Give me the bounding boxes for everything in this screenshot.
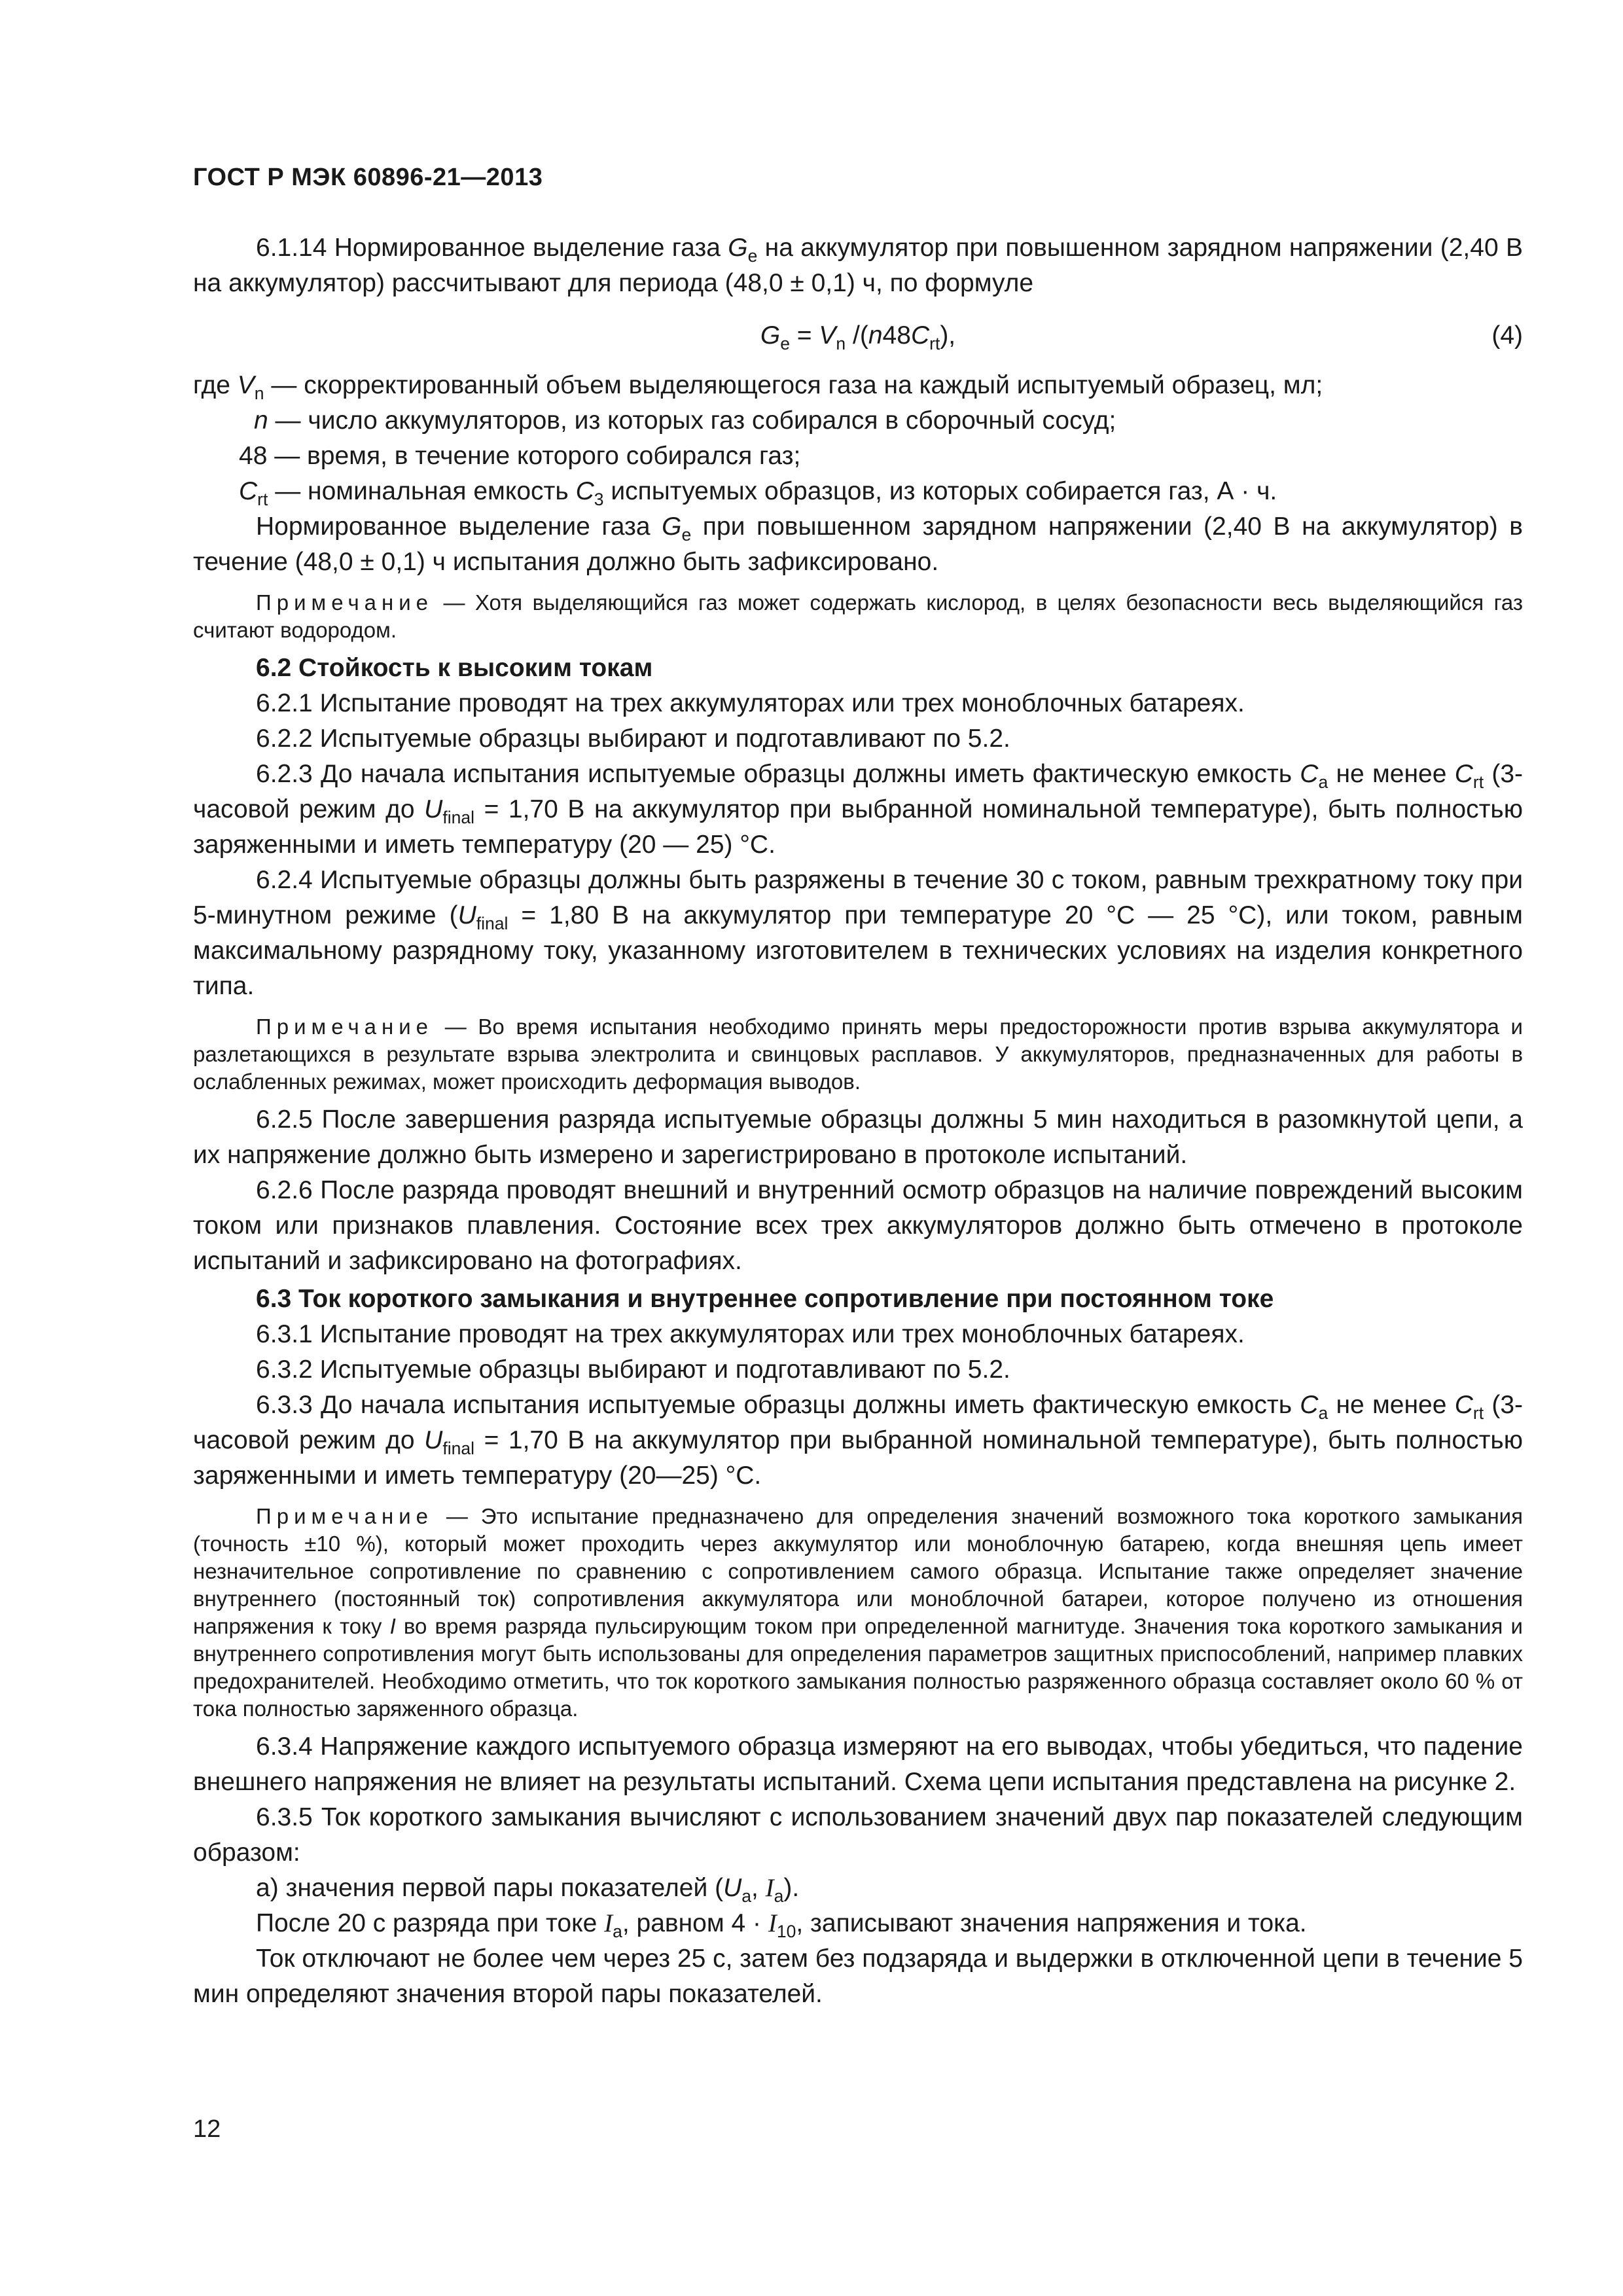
formula-expression: $G_e = V_n$ $/(n48C_{rt})$, [760,321,956,353]
paragraph-6-3-1: 6.3.1 Испытание проводят на трех аккумуляторах или трех моноблочных батареях. [256,1320,1245,1348]
paragraph-6-3-2: 6.3.2 Испытуемые образцы выбирают и подготавливают по 5.2. [256,1355,1010,1384]
paragraph-6-3-5: 6.3.5 Ток короткого замыкания вычисляют с использованием значений двух пар показателей следующим образом: [193,1803,1523,1867]
note-3: Примечание — Это испытание предназначено для определения значений возможного тока короткого замыкания (точность ±10 %), который может проходить через аккумулятор или моноблочную батарею, когда внешняя цепь имеет незначительное сопротивление по сравнению с сопротивлением самого образца. Испытание также определяет значение внутреннего (постоянный ток) сопротивления аккумулятора или моноблочной батареи, которое получено из отношения напряжения к току I во время разряда пульсирующим током при определенной магнитуде. Значения тока короткого замыкания и внутреннего сопротивления могут быть использованы для определения параметров защитных приспособлений, например плавких предохранителей. Необходимо отметить, что ток короткого замыкания полностью разряженного образца составляет около 60 % от тока полностью заряженного образца. [193,1504,1523,1721]
legend-item-n: n — число аккумуляторов, из которых газ собирался в сборочный сосуд; [254,406,1116,435]
paragraph-6-2-1: 6.2.1 Испытание проводят на трех аккумуляторах или трех моноблочных батареях. [256,689,1245,717]
paragraph-normalized-gas: Нормированное выделение газа $G_e$ при повышенном зарядном напряжении (2,40 В на аккумулятор) в течение (48,0 ± 0,1) ч испытания должно быть зафиксировано. [193,512,1523,576]
legend-item-48: 48 — время, в течение которого собирался газ; [239,442,801,470]
formula-4 [193,318,1523,357]
page-body [193,230,1523,2012]
note-2: Примечание — Во время испытания необходимо принять меры предосторожности против взрыва аккумулятора и разлетающихся в результате взрыва электролита и свинцовых расплавов. У аккумуляторов, предназначенных для работы в ослабленных режимах, может происходить деформация выводов. [193,1014,1523,1094]
note-label: Примечание [256,590,434,615]
legend-item-crt: $C_{rt}$ — номинальная емкость $C_3$ испытуемых образцов, из которых собирается газ, А · ч. [239,477,1277,509]
page-number: 12 [193,2115,221,2143]
formula-legend [193,368,1523,509]
paragraph-current-off: Ток отключают не более чем через 25 с, затем без подзаряда и выдержки в отключенной цепи в течение 5 мин определяют значения второй пары показателей. [193,1945,1523,2008]
paragraph-6-2-6: 6.2.6 После разряда проводят внешний и внутренний осмотр образцов на наличие повреждений высоким током или признаков плавления. Состояние всех трех аккумуляторов должно быть отмечено в протоколе испытаний и зафиксировано на фотографиях. [193,1176,1523,1275]
paragraph-6-3-4: 6.3.4 Напряжение каждого испытуемого образца измеряют на его выводах, чтобы убедиться, что падение внешнего напряжения не влияет на результаты испытаний. Схема цепи испытания представлена на рисунке 2. [193,1732,1523,1796]
paragraph-6-2-4: 6.2.4 Испытуемые образцы должны быть разряжены в течение 30 с током, равным трехкратному току при 5-минутном режиме ($U_{final} = 1,80$ В на аккумулятор при температуре 20 °С — 25 °С), или током, равным максимальному разрядному току, указанному изготовителем в технических условиях на изделия конкретного типа. [193,866,1523,1000]
paragraph-6-1-14: 6.1.14 Нормированное выделение газа $G_e$ на аккумулятор при повышенном зарядном напряжении (2,40 В на аккумулятор) рассчитывают для периода (48,0 ± 0,1) ч, по формуле [193,234,1523,297]
standard-header: ГОСТ Р МЭК 60896-21—2013 [193,164,543,191]
paragraph-6-2-5: 6.2.5 После завершения разряда испытуемые образцы должны 5 мин находиться в разомкнутой цепи, а их напряжение должно быть измерено и зарегистрировано в протоколе испытаний. [193,1105,1523,1169]
list-item-a: а) значения первой пары показателей ($U_a$, $I_a$). [256,1874,800,1906]
paragraph-6-2-2: 6.2.2 Испытуемые образцы выбирают и подготавливают по 5.2. [256,725,1010,753]
paragraph-6-3-3: 6.3.3 До начала испытания испытуемые образцы должны иметь фактическую емкость $C_a$ не менее $C_{rt}$ (3-часовой режим до $U_{final} = 1,70$ В на аккумулятор при выбранной номинальной температуре), быть полностью заряженными и иметь температуру (20—25) °С. [193,1391,1523,1490]
section-heading-6-2: 6.2 Стойкость к высоким токам [256,654,653,682]
paragraph-after-20s: После 20 с разряда при токе $I_a$, равном $4 \cdot I_{10}$, записывают значения напряжения и тока. [256,1909,1307,1941]
equation-number: (4) [1491,321,1523,350]
section-heading-6-3: 6.3 Ток короткого замыкания и внутреннее сопротивление при постоянном токе [256,1285,1274,1313]
legend-item-vn: где $V_n$ — скорректированный объем выделяющегося газа на каждый испытуемый образец, мл; [193,371,1323,403]
note-1: Примечание — Хотя выделяющийся газ может содержать кислород, в целях безопасности весь выделяющийся газ считают водородом. [193,590,1523,642]
note-label: Примечание [256,1014,434,1039]
paragraph-6-2-3: 6.2.3 До начала испытания испытуемые образцы должны иметь фактическую емкость $C_a$ не менее $C_{rt}$ (3-часовой режим до $U_{final} = 1,70$ В на аккумулятор при выбранной номинальной температуре), быть полностью заряженными и иметь температуру (20 — 25) °С. [193,760,1523,859]
note-label: Примечание [256,1504,434,1528]
